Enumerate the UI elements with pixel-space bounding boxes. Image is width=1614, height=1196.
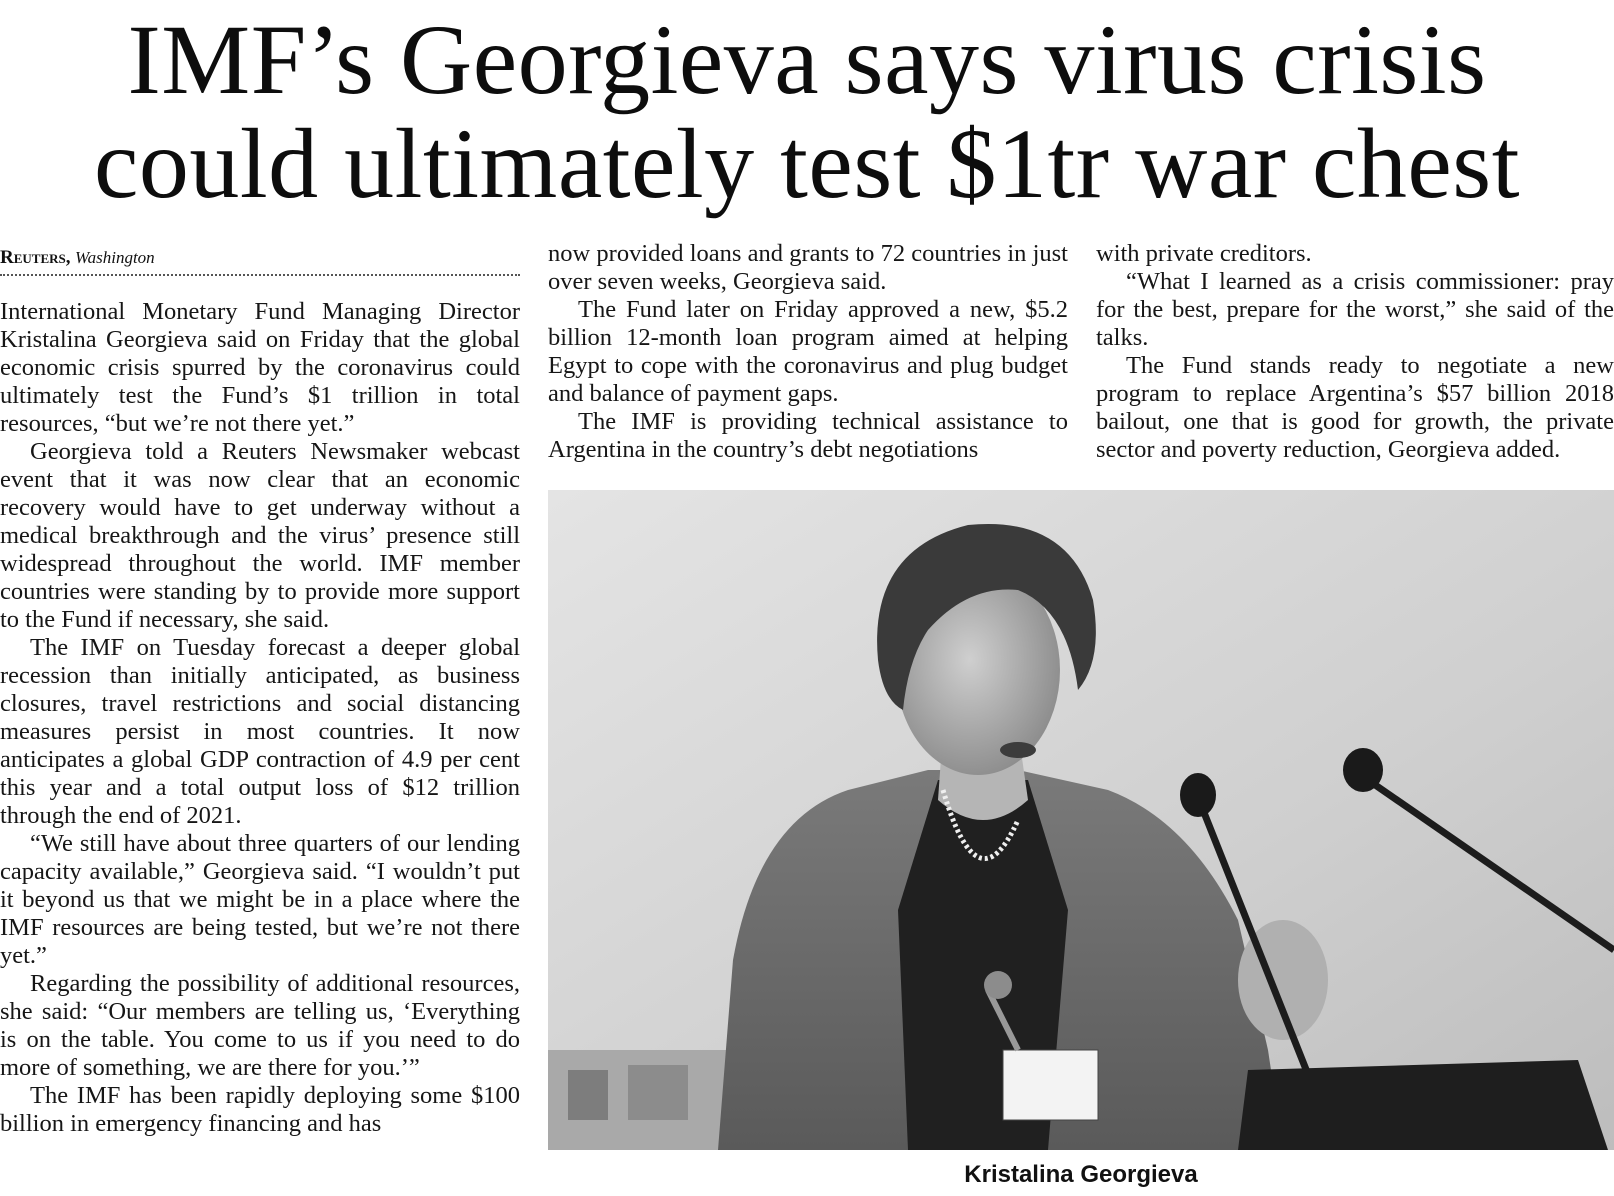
paragraph: The Fund stands ready to negotiate a new program to replace Argentina’s $57 billion 2018 bailout, one that is good for growth, the private sector and poverty reduction, Georgieva added. [1096,352,1614,463]
paragraph: “What I learned as a crisis commissioner: pray for the best, prepare for the worst,” she said of the talks. [1096,268,1614,351]
paragraph: with private creditors. [1096,240,1312,267]
paragraph: International Monetary Fund Managing Director Kristalina Georgieva said on Friday that the global economic crisis spurred by the coronavirus could ultimately test the Fund’s $1 trillion in total resources, “but we’re not there yet.” [0,298,520,437]
paragraph: The IMF has been rapidly deploying some $100 billion in emergency financing and has [0,1082,520,1137]
speaker-illustration [548,490,1614,1150]
headline-line-2: could ultimately test $1tr war chest [94,108,1520,219]
paragraph: Regarding the possibility of additional resources, she said: “Our members are telling us, ‘Everything is on the table. You come to us if you need to do more of something, we are there for you.’” [0,970,520,1081]
article-column-2 [548,240,1068,464]
byline-city: Washington [75,248,155,267]
paragraph: The Fund later on Friday approved a new, $5.2 billion 12-month loan program aimed at helping Egypt to cope with the coronavirus and plug budget and balance of payment gaps. [548,296,1068,407]
headline-line-1: IMF’s Georgieva says virus crisis [127,4,1487,115]
headline [0,4,1614,219]
paragraph: Georgieva told a Reuters Newsmaker webcast event that it was now clear that an economic recovery would have to get underway without a medical breakthrough and the virus’ presence still widespread throughout the world. IMF member countries were standing by to provide more support to the Fund if necessary, she said. [0,438,520,633]
paragraph: now provided loans and grants to 72 countries in just over seven weeks, Georgieva said. [548,240,1068,295]
news-photo [548,490,1614,1150]
paragraph: The IMF is providing technical assistance to Argentina in the country’s debt negotiations [548,408,1068,463]
paragraph: The IMF on Tuesday forecast a deeper global recession than initially anticipated, as business closures, travel restrictions and social distancing measures persist in most countries. It now anticipates a global GDP contraction of 4.9 per cent this year and a total output loss of $12 trillion through the end of 2021. [0,634,520,829]
byline-agency: Reuters, [0,247,71,268]
paragraph: “We still have about three quarters of our lending capacity available,” Georgieva said. “I wouldn’t put it beyond us that we might be in a place where the IMF resources are being tested, but we’re not there yet.” [0,830,520,969]
photo-caption: Kristalina Georgieva [964,1161,1198,1188]
article-column-3 [1096,240,1614,464]
byline [0,246,520,276]
article-column-1 [0,298,520,1138]
